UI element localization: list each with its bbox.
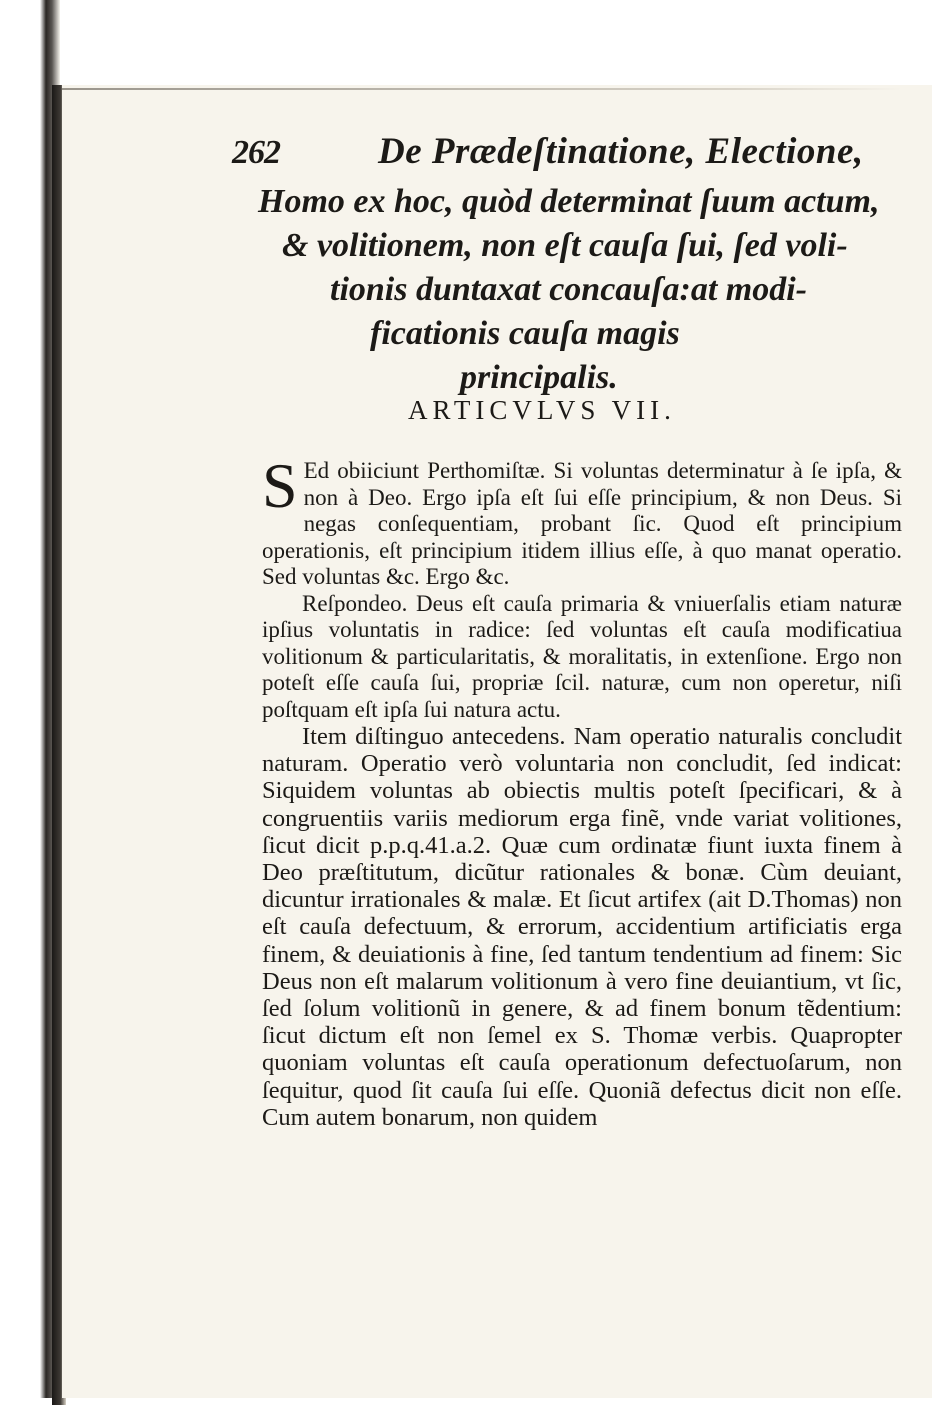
page-number: 262 — [232, 134, 280, 171]
heading-line: & volitionem, non eſt cauſa ſui, ſed voli- — [282, 227, 848, 264]
body-text — [262, 450, 902, 1131]
running-head-title: De Prædeſtinatione, Electione, — [378, 131, 864, 172]
heading-line: Homo ex hoc, quòd determinat ſuum actum, — [258, 183, 880, 220]
article-number-label: ARTICVLVS VII. — [408, 395, 676, 425]
heading-line: tionis duntaxat concauſa:at modi- — [330, 271, 807, 308]
paragraph-response: Reſpondeo. Deus eſt cauſa primaria & vniuerſalis etiam naturæ ipſius voluntatis in radice: ſed voluntas eſt cauſa modificatiua volitionum & particularitatis, & moralitatis, in extenſione. Ergo non poteſt eſſe cauſa ſui, propriæ ſcil. naturæ, cum non operetur, niſi poſtquam eſt ipſa ſui natura actu. — [262, 590, 902, 722]
page-top-edge — [62, 88, 902, 90]
paragraph-objection — [262, 450, 902, 591]
article-heading — [230, 180, 880, 400]
drop-cap: S — [262, 450, 298, 521]
paragraph-distinction: Item diſtinguo antecedens. Nam operatio naturalis concludit naturam. Operatio verò voluntaria non concludit, ſed indicat: Siquidem voluntas ab obiectis multis poteſt ſpecificari, & à congruentiis variis mediorum erga finẽ, vnde variat volitiones, ſicut dicit p.p.q.41.a.2. Quæ cum ordinatæ fiunt iuxta finem à Deo præſtitutum, dicũtur rationales & bonæ. Cùm deuiant, dicuntur irrationales & malæ. Et ſicut artifex (ait D.Thomas) non eſt cauſa defectuum, & errorum, accidentium artificiatis erga finem, & deuiationis à fine, ſed tantum tendentium ad finem: Sic Deus non eſt malarum volitionum à vero fine deuiantium, vt ſic, ſed ſolum volitionũ in genere, & ad finem bonum tẽdentium: ſicut dictum eſt non ſemel ex S. Thomæ verbis. Quapropter quoniam voluntas eſt cauſa operationum defectuoſarum, non ſequitur, quod ſit cauſa ſui eſſe. Quoniã defectus dicit non eſſe. Cum autem bonarum, non quidem — [262, 723, 902, 1131]
heading-line: ficationis cauſa magis — [370, 315, 680, 352]
heading-line: principalis. — [460, 359, 618, 396]
paragraph-text: Ed obiiciunt Perthomiſtæ. Si voluntas determinatur à ſe ipſa, & non à Deo. Ergo ipſa eſt ſui eſſe principium, & non Deus. Si negas conſequentiam, probant ſic. Quod eſt principium operationis, eſt principium itidem illius eſſe, à quo manat operatio. Sed voluntas &c. Ergo &c. — [262, 458, 902, 589]
running-head — [232, 130, 872, 174]
page-edge-shadow — [0, 0, 60, 1398]
